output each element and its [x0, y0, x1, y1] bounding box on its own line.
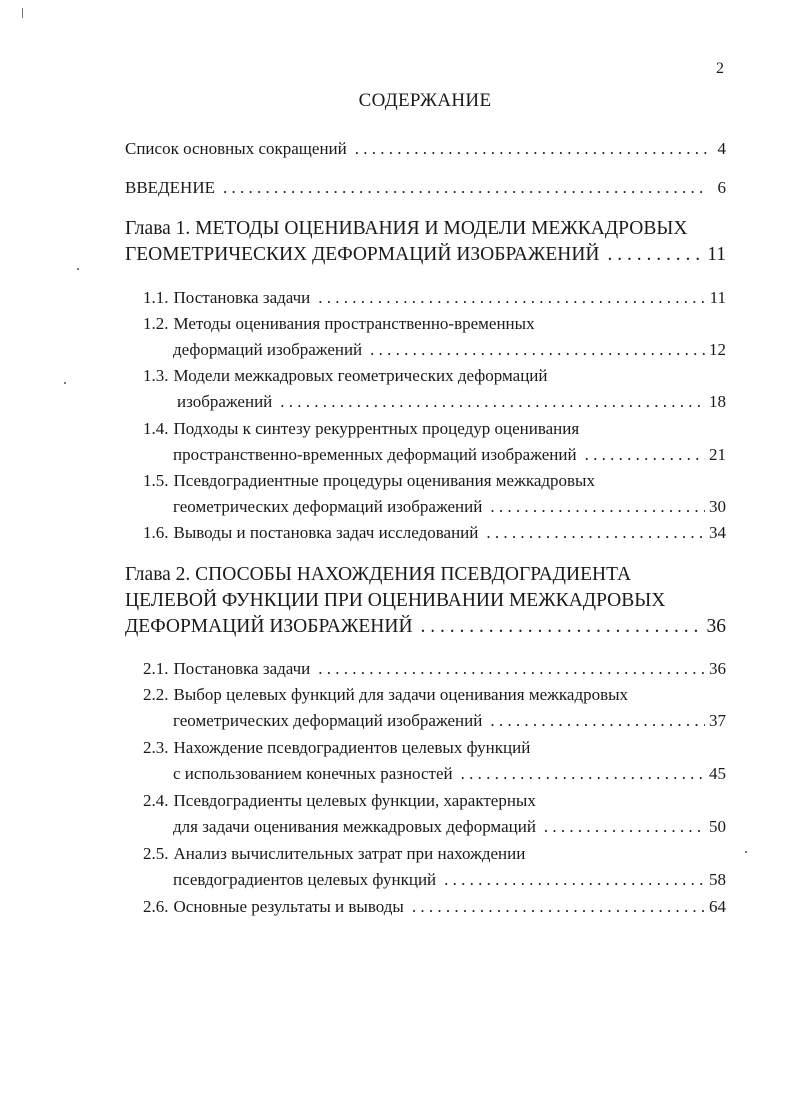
toc-entry-text: геометрических деформаций изображений — [173, 711, 483, 730]
toc-page-number: 50 — [709, 817, 726, 836]
dot-leader — [544, 818, 705, 835]
toc-page-number: 64 — [709, 897, 726, 916]
toc-page-number: 11 — [707, 244, 726, 265]
toc-section-2-3[interactable] — [143, 739, 726, 791]
dot-leader — [490, 712, 705, 729]
toc-page-number: 18 — [709, 392, 726, 411]
toc-section-2-6[interactable] — [143, 898, 726, 924]
toc-chapter-2[interactable] — [125, 565, 726, 643]
toc-chapter-title-line: ДЕФОРМАЦИЙ ИЗОБРАЖЕНИЙ — [125, 616, 413, 637]
toc-page-number: 36 — [706, 616, 726, 637]
dot-leader — [318, 660, 705, 677]
scan-speck — [745, 851, 747, 853]
section-number: 1.4. — [143, 419, 169, 438]
dot-leader — [412, 898, 705, 915]
toc-section-1-1[interactable] — [143, 289, 726, 315]
toc-page-number: 30 — [709, 497, 726, 516]
toc-page-number: 34 — [709, 523, 726, 542]
toc-entry-text: с использованием конечных разностей — [173, 764, 453, 783]
toc-entry-introduction[interactable] — [125, 179, 726, 205]
toc-chapter-1[interactable] — [125, 219, 726, 271]
dot-leader — [585, 446, 705, 463]
scan-speck — [64, 382, 66, 384]
toc-entry-text: геометрических деформаций изображений — [173, 497, 483, 516]
toc-section-1-5[interactable] — [143, 472, 726, 524]
toc-entry-text: пространственно-временных деформаций изображений — [173, 445, 577, 464]
toc-entry-text: Постановка задачи — [173, 288, 311, 307]
dot-leader — [486, 524, 705, 541]
section-number: 2.2. — [143, 685, 169, 704]
toc-page-number: 6 — [717, 178, 726, 197]
toc-page-number: 37 — [709, 711, 726, 730]
toc-section-1-2[interactable] — [143, 315, 726, 367]
dot-leader — [355, 140, 708, 157]
dot-leader — [444, 871, 705, 888]
toc-entry-text: Подходы к синтезу рекуррентных процедур оценивания — [173, 419, 580, 438]
section-number: 2.4. — [143, 791, 169, 810]
toc-entry-text: Методы оценивания пространственно-временных — [173, 314, 535, 333]
toc-page-number: 45 — [709, 764, 726, 783]
toc-entry-text: Псевдоградиенты целевых функции, характерных — [173, 791, 536, 810]
toc-entry-text: для задачи оценивания межкадровых деформаций — [173, 817, 536, 836]
page-title: СОДЕРЖАНИЕ — [358, 90, 492, 111]
section-number: 1.1. — [143, 288, 169, 307]
scan-speck — [22, 8, 23, 18]
toc-page-number: 58 — [709, 870, 726, 889]
toc-page-number: 11 — [709, 288, 726, 307]
section-number: 2.1. — [143, 659, 169, 678]
toc-entry-text: Постановка задачи — [173, 659, 311, 678]
toc-chapter-title-line: Глава 2. СПОСОБЫ НАХОЖДЕНИЯ ПСЕВДОГРАДИЕНТА — [125, 564, 632, 585]
dot-leader — [370, 341, 705, 358]
section-number: 1.2. — [143, 314, 169, 333]
section-number: 1.6. — [143, 523, 169, 542]
toc-entry-text: псевдоградиентов целевых функций — [173, 870, 437, 889]
toc-entry-abbreviations[interactable] — [125, 140, 726, 166]
dot-leader — [490, 498, 705, 515]
dot-leader — [421, 617, 703, 637]
toc-page-number: 21 — [709, 445, 726, 464]
toc-entry-text: Нахождение псевдоградиентов целевых функций — [173, 738, 531, 757]
toc-entry-text: Модели межкадровых геометрических деформаций — [173, 366, 548, 385]
toc-section-2-5[interactable] — [143, 845, 726, 897]
section-number: 2.3. — [143, 738, 169, 757]
dot-leader — [461, 765, 705, 782]
dot-leader — [318, 289, 705, 306]
scan-speck — [77, 268, 79, 270]
toc-entry-text: ВВЕДЕНИЕ — [125, 178, 215, 197]
toc-page-number: 12 — [709, 340, 726, 359]
dot-leader — [223, 179, 708, 196]
toc-section-1-3[interactable] — [143, 367, 726, 419]
toc-entry-text: изображений — [177, 392, 273, 411]
toc-entry-text: Анализ вычислительных затрат при нахождении — [173, 844, 526, 863]
toc-entry-text: Выводы и постановка задач исследований — [173, 523, 479, 542]
section-number: 1.3. — [143, 366, 169, 385]
toc-section-2-1[interactable] — [143, 660, 726, 686]
toc-entry-text: деформаций изображений — [173, 340, 363, 359]
toc-section-2-2[interactable] — [143, 686, 726, 738]
toc-chapter-title-line: ГЕОМЕТРИЧЕСКИХ ДЕФОРМАЦИЙ ИЗОБРАЖЕНИЙ — [125, 244, 600, 265]
toc-section-1-6[interactable] — [143, 524, 726, 550]
toc-entry-text: Псевдоградиентные процедуры оценивания межкадровых — [173, 471, 595, 490]
dot-leader — [608, 245, 704, 265]
section-number: 2.5. — [143, 844, 169, 863]
toc-page-number: 36 — [709, 659, 726, 678]
toc-section-2-4[interactable] — [143, 792, 726, 844]
toc-chapter-title-line: ЦЕЛЕВОЙ ФУНКЦИИ ПРИ ОЦЕНИВАНИИ МЕЖКАДРОВЫХ — [125, 590, 666, 611]
section-number: 1.5. — [143, 471, 169, 490]
toc-entry-text: Список основных сокращений — [125, 139, 347, 158]
page-number: 2 — [716, 60, 724, 77]
toc-section-1-4[interactable] — [143, 420, 726, 472]
toc-entry-text: Выбор целевых функций для задачи оценивания межкадровых — [173, 685, 629, 704]
section-number: 2.6. — [143, 897, 169, 916]
toc-chapter-title-line: Глава 1. МЕТОДЫ ОЦЕНИВАНИЯ И МОДЕЛИ МЕЖКАДРОВЫХ — [125, 218, 688, 239]
toc-entry-text: Основные результаты и выводы — [173, 897, 404, 916]
dot-leader — [280, 393, 705, 410]
toc-page-number: 4 — [717, 139, 726, 158]
